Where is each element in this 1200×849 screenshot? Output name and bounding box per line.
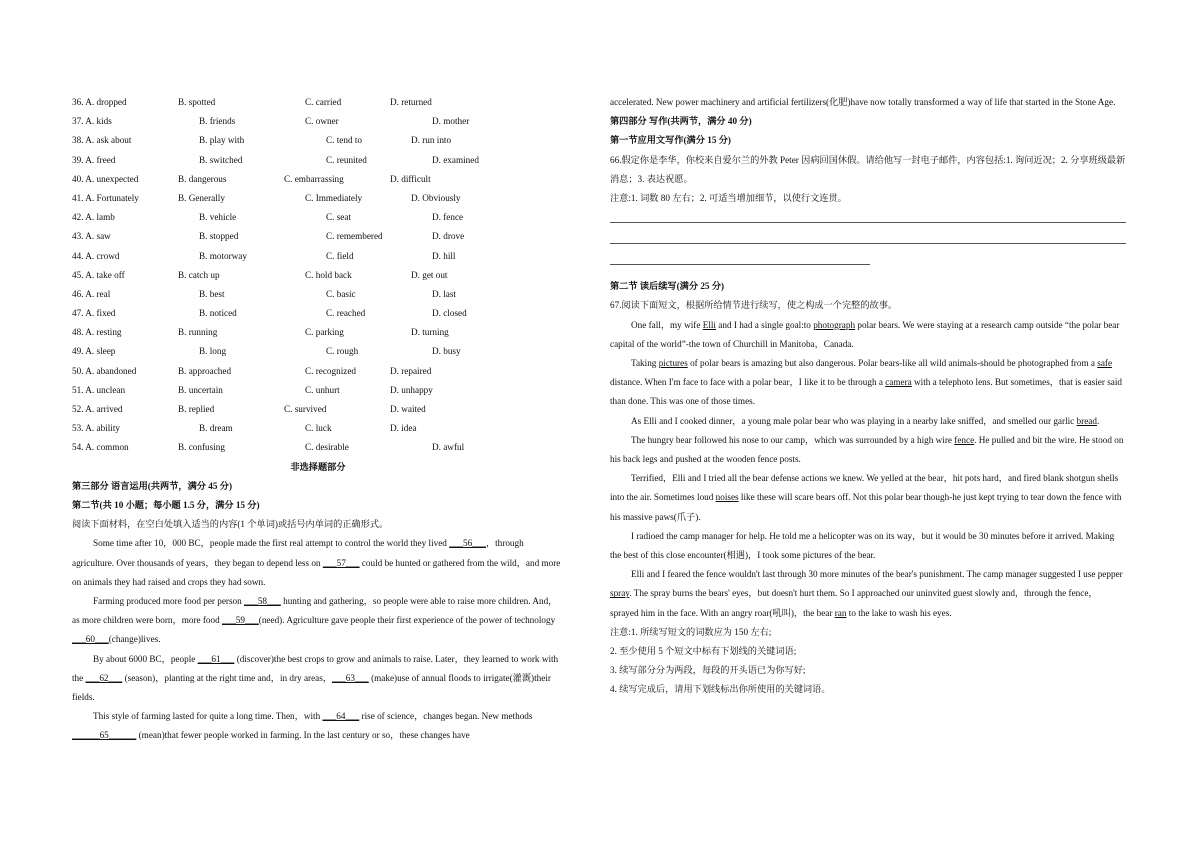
choice-option: C. remembered [326, 231, 383, 242]
blank-56: ___56___ [449, 538, 486, 549]
instruction: 阅读下面材料，在空白处填入适当的内容(1 个单词)或括号内单词的正确形式。 [72, 519, 389, 530]
choice-row [72, 170, 564, 189]
keyword: photograph [813, 319, 856, 330]
choice-option: B. long [199, 346, 227, 357]
story-paragraph: I radioed the camp manager for help. He told me a helicopter was on its way，but it would be 30 minutes before it arrived. Making the best of this close encounter(相遇)，I took some pictures of the bear. [610, 530, 1115, 561]
choice-option: 51. A. unclean [72, 384, 126, 395]
passage-paragraph: Farming produced more food per person ___58___ hunting and gathering，so people were able to raise more children. And，as more children were born，more food ___59___(need). Agriculture gave people their first experience of the power of technology ___60___(change)lives. [72, 595, 558, 645]
choice-option: C. tend to [326, 135, 362, 146]
story-paragraph: Taking pictures of polar bears is amazing but also dangerous. Polar bears-like all wild animals-should be photographed from a safe distance. When I'm face to face with a polar bear，I like it to be through a camera with a telephoto lens. But sometimes，that is easier said than done. This was one of those times. [610, 358, 1123, 407]
keyword: fence [954, 434, 975, 445]
note-line: 4. 续写完成后，请用下划线标出你所使用的关键词语。 [610, 684, 831, 695]
choice-option: 43. A. saw [72, 231, 111, 242]
choice-option: D. examined [432, 154, 479, 165]
choice-row [72, 151, 564, 170]
choice-option: D. busy [432, 346, 461, 357]
choice-option: C. Immediately [305, 192, 363, 203]
keyword: bread [1076, 415, 1097, 426]
story-paragraph: Elli and I feared the fence wouldn't last through 30 more minutes of the bear's punishment. The camp manager suggested I use pepper spray. The spray burns the bears' eyes，but doesn't hurt them. So I approached our uninvited guest slowly and，through the fence，sprayed him in the face. With an angry roar(吼叫)，the bear ran to the lake to wash his eyes. [610, 569, 1123, 618]
choice-option: D. mother [432, 116, 470, 127]
answer-line [610, 235, 1126, 244]
choice-option: 50. A. abandoned [72, 365, 137, 376]
choice-row [72, 93, 564, 112]
choice-option: 44. A. crowd [72, 250, 120, 261]
choice-row [72, 304, 564, 323]
choice-row [72, 400, 564, 419]
choice-option: D. waited [390, 404, 426, 414]
keyword: safe [1097, 358, 1113, 369]
story-paragraph: As Elli and I cooked dinner，a young male polar bear who was playing in a nearby lake sniffed，and smelled our garlic bread. [631, 415, 1100, 426]
section2-heading: 第二节 读后续写(满分 25 分) [610, 281, 725, 292]
choice-row [72, 285, 564, 304]
choice-option: D. unhappy [390, 384, 433, 395]
choice-row [72, 247, 564, 266]
note-line: 3. 续写部分分为两段，每段的开头语已为你写好; [610, 665, 806, 676]
choice-option: C. carried [305, 97, 342, 107]
blank-62: ___62___ [85, 672, 123, 683]
question-67: 67.阅读下面短文，根据所给情节进行续写，使之构成一个完整的故事。 [610, 300, 898, 311]
choice-option: D. repaired [390, 365, 432, 376]
question-66: 66.假定你是李华，你校来自爱尔兰的外教 Peter 因病回国休假。请给他写一封电子邮件，内容包括:1. 询问近况；2. 分享班级最新消息；3. 表达祝愿。 [610, 154, 1126, 184]
choice-row [72, 419, 564, 438]
blank-65: ______65______ [72, 730, 137, 741]
answer-line [610, 256, 870, 265]
choice-option: B. dangerous [178, 173, 227, 184]
choice-row [72, 342, 564, 361]
choice-option: D. fence [432, 212, 464, 223]
choice-option: D. turning [411, 327, 449, 338]
choice-option: 36. A. dropped [72, 97, 127, 107]
choice-option: 52. A. arrived [72, 404, 123, 414]
blank-57: ___57___ [322, 557, 360, 568]
choice-option: C. hold back [305, 269, 352, 280]
choice-option: B. friends [199, 116, 236, 127]
right-column [610, 93, 1126, 700]
choice-option: C. embarrassing [284, 173, 344, 184]
part3-heading: 第三部分 语言运用(共两节，满分 45 分) [72, 480, 233, 491]
choice-row [72, 266, 564, 285]
passage-continuation: accelerated. New power machinery and artificial fertilizers(化肥)have now totally transformed a way of life that started in the Stone Age. [610, 97, 1116, 107]
keyword: Elli [702, 319, 716, 330]
story-paragraph: The hungry bear followed his nose to our camp，which was surrounded by a high wire fence. He pulled and bit the wire. He stood on his back legs and pushed at the wooden fence posts. [610, 434, 1124, 465]
choice-option: C. owner [305, 116, 339, 127]
note-line: 注意:1. 所续写短文的词数应为 150 左右; [610, 626, 772, 637]
choice-option: B. uncertain [178, 384, 223, 395]
choice-row [72, 362, 564, 381]
choice-row [72, 208, 564, 227]
story-paragraph: One fall，my wife Elli and I had a single goal:to photograph polar bears. We were staying at a research camp outside “the polar bear capital of the world”-the town of Churchill in Manitoba，Canada. [610, 319, 1120, 349]
blank-59: ___59___ [222, 615, 259, 626]
note-66: 注意:1. 词数 80 左右；2. 可适当增加细节，以使行文连贯。 [610, 193, 847, 204]
choice-option: 41. A. Fortunately [72, 192, 139, 203]
choice-option: B. replied [178, 404, 215, 414]
section-heading-nonchoice: 非选择题部分 [290, 461, 346, 472]
choice-option: 38. A. ask about [72, 135, 132, 146]
passage-paragraph: By about 6000 BC，people ___61___ (discover)the best crops to grow and animals to raise. Later，they learned to work with the ___62___ (season)，planting at the right time and，in dry areas，___63___ (make)use of annual floods to irrigate(灌溉)their fields. [72, 653, 559, 702]
choice-option: D. get out [411, 269, 448, 280]
choice-row [72, 189, 564, 208]
section1-heading: 第一节应用文写作(满分 15 分) [610, 135, 731, 146]
keyword: noises [715, 492, 739, 503]
choice-option: B. switched [199, 154, 243, 165]
choice-option: C. survived [284, 404, 327, 414]
choice-row [72, 227, 564, 246]
choice-option: D. last [432, 288, 456, 299]
choice-option: C. parking [305, 327, 344, 338]
choice-row [72, 131, 564, 150]
choice-option: 42. A. lamb [72, 212, 115, 223]
left-column [72, 93, 564, 746]
choice-row [72, 323, 564, 342]
choice-option: B. running [178, 327, 218, 338]
section2-heading: 第二节(共 10 小题；每小题 1.5 分，满分 15 分) [72, 499, 260, 510]
part4-heading: 第四部分 写作(共两节，满分 40 分) [610, 116, 752, 127]
choice-option: B. stopped [199, 231, 239, 242]
choice-option: B. Generally [178, 192, 225, 203]
blank-63: ___63___ [332, 672, 369, 683]
choice-option: B. dream [199, 423, 233, 434]
choice-option: C. seat [326, 212, 352, 223]
choice-option: C. reunited [326, 154, 367, 165]
choice-option: 46. A. real [72, 288, 111, 299]
choice-option: D. hill [432, 250, 456, 261]
choice-option: B. motorway [199, 250, 247, 261]
choice-option: C. rough [326, 346, 359, 357]
keyword: spray [610, 588, 630, 599]
multiple-choice-list [72, 93, 564, 458]
choice-option: B. noticed [199, 308, 237, 319]
choice-option: 45. A. take off [72, 269, 125, 280]
choice-option: C. luck [305, 423, 332, 434]
choice-row [72, 381, 564, 400]
choice-option: 47. A. fixed [72, 308, 116, 319]
choice-option: 39. A. freed [72, 154, 116, 165]
choice-option: D. run into [411, 135, 452, 146]
choice-row [72, 112, 564, 131]
passage-paragraph: This style of farming lasted for quite a long time. Then，with ___64___ rise of science，changes began. New methods ______65______ (mean)that fewer people worked in farming. In the last century or so，these changes have [72, 711, 533, 741]
choice-option: C. recognized [305, 365, 357, 376]
blank-64: ___64___ [322, 711, 360, 722]
choice-option: C. basic [326, 288, 356, 299]
keyword: ran [834, 607, 847, 618]
keyword: camera [885, 377, 912, 388]
choice-option: 49. A. sleep [72, 346, 116, 357]
choice-option: D. closed [432, 308, 467, 319]
story-paragraph: Terrified，Elli and I tried all the bear defense actions we knew. We yelled at the bear，hit pots hard，and fired blank shotgun shells into the air. Sometimes loud noises like these will scare bears off. Not this polar bear though-he just kept trying to tear down the fence with his massive paws(爪子). [610, 473, 1122, 522]
choice-option: D. Obviously [411, 192, 461, 203]
choice-option: D. awful [432, 442, 465, 453]
blank-58: ___58___ [244, 595, 281, 606]
choice-option: 53. A. ability [72, 423, 120, 434]
answer-line [610, 214, 1126, 223]
choice-option: C. unhurt [305, 384, 340, 395]
choice-option: B. vehicle [199, 212, 237, 223]
choice-option: 40. A. unexpected [72, 173, 139, 184]
keyword: pictures [658, 358, 688, 369]
choice-option: D. returned [390, 97, 432, 107]
choice-option: B. catch up [178, 269, 220, 280]
choice-option: B. play with [199, 135, 245, 146]
choice-option: B. confusing [178, 442, 225, 453]
choice-option: B. best [199, 288, 225, 299]
choice-option: B. approached [178, 365, 232, 376]
choice-option: C. field [326, 250, 354, 261]
blank-61: ___61___ [197, 653, 235, 664]
choice-option: B. spotted [178, 97, 216, 107]
passage-paragraph: Some time after 10，000 BC，people made the first real attempt to control the world they lived ___56___，through agriculture. Over thousands of years，they began to depend less on ___57___ could be hunted or gathered from the wild，and more on animals they had raised and crops they had sown. [72, 538, 561, 587]
blank-60: ___60___ [72, 634, 109, 645]
choice-option: 54. A. common [72, 442, 129, 453]
choice-option: D. drove [432, 231, 465, 242]
choice-option: 37. A. kids [72, 116, 112, 127]
note-line: 2. 至少使用 5 个短文中标有下划线的关键词语; [610, 646, 797, 657]
choice-option: 48. A. resting [72, 327, 122, 338]
choice-option: D. idea [390, 423, 417, 434]
choice-option: C. desirable [305, 442, 349, 453]
choice-row [72, 438, 564, 457]
choice-option: C. reached [326, 308, 366, 319]
choice-option: D. difficult [390, 173, 431, 184]
